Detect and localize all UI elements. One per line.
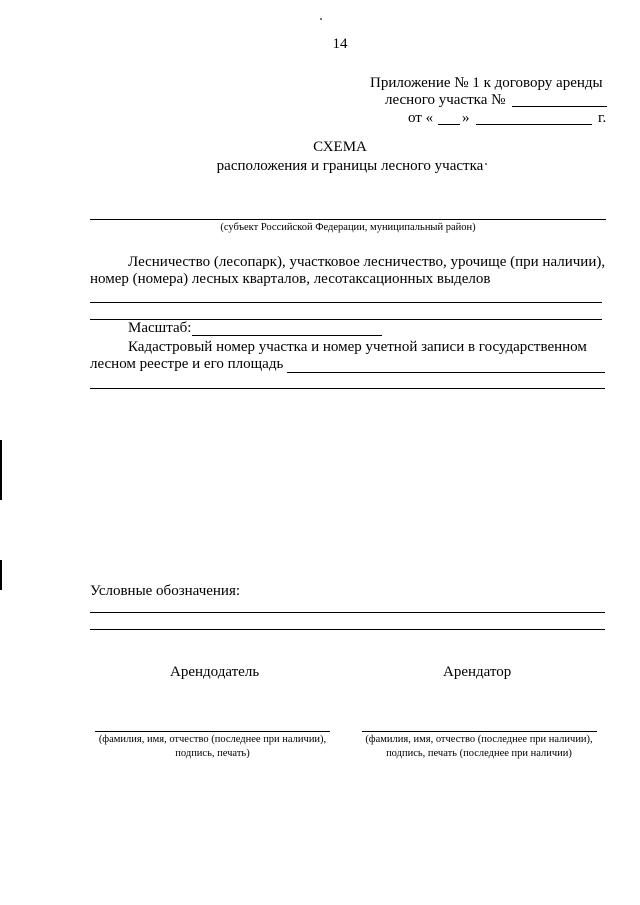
forestry-line-2: номер (номера) лесных кварталов, лесотаксационных выделов [90,271,491,287]
lessee-title: Арендатор [443,664,512,680]
scan-edge-mark [0,560,2,590]
lessor-signature-field [95,731,330,732]
forestry-line-1: Лесничество (лесопарк), участковое лесничество, урочище (при наличии), [128,254,606,270]
appendix-date-close: » [462,110,470,126]
document-title: СХЕМА [313,139,367,155]
scan-edge-mark [0,440,2,500]
legend-field-1 [90,612,605,613]
scale-label: Масштаб: [128,320,192,336]
appendix-year-suffix: г. [598,110,607,126]
subject-caption: (субъект Российской Федерации, муниципальный район) [220,222,476,233]
appendix-date-open: от « [408,110,434,126]
appendix-line-1: Приложение № 1 к договору аренды [370,75,603,91]
appendix-line-2: лесного участка № [385,92,506,108]
page-number: 14 [332,36,348,52]
contract-number-field [512,106,607,107]
scale-field [192,335,382,336]
date-day-field [438,124,460,125]
lessor-title: Арендодатель [170,664,260,680]
document-subtitle: расположения и границы лесного участка [216,158,484,174]
date-month-year-field [476,124,592,125]
lessee-signature-field [362,731,597,732]
lessee-caption-line-1: (фамилия, имя, отчество (последнее при наличии), [365,734,593,745]
scan-speck [485,163,487,165]
cadastral-field-2 [90,388,605,389]
lessor-caption-line-2: подпись, печать) [175,748,250,759]
scan-speck [320,18,322,20]
subject-field [90,219,606,220]
legend-field-2 [90,629,605,630]
lessor-caption-line-1: (фамилия, имя, отчество (последнее при наличии), [98,734,327,745]
cadastral-line-2: лесном реестре и его площадь [90,356,284,372]
cadastral-field-1 [287,372,605,373]
legend-label: Условные обозначения: [90,583,241,599]
forestry-field-1 [90,302,602,303]
lessee-caption-line-2: подпись, печать (последнее при наличии) [386,748,572,759]
cadastral-line-1: Кадастровый номер участка и номер учетной записи в государственном [128,339,587,355]
